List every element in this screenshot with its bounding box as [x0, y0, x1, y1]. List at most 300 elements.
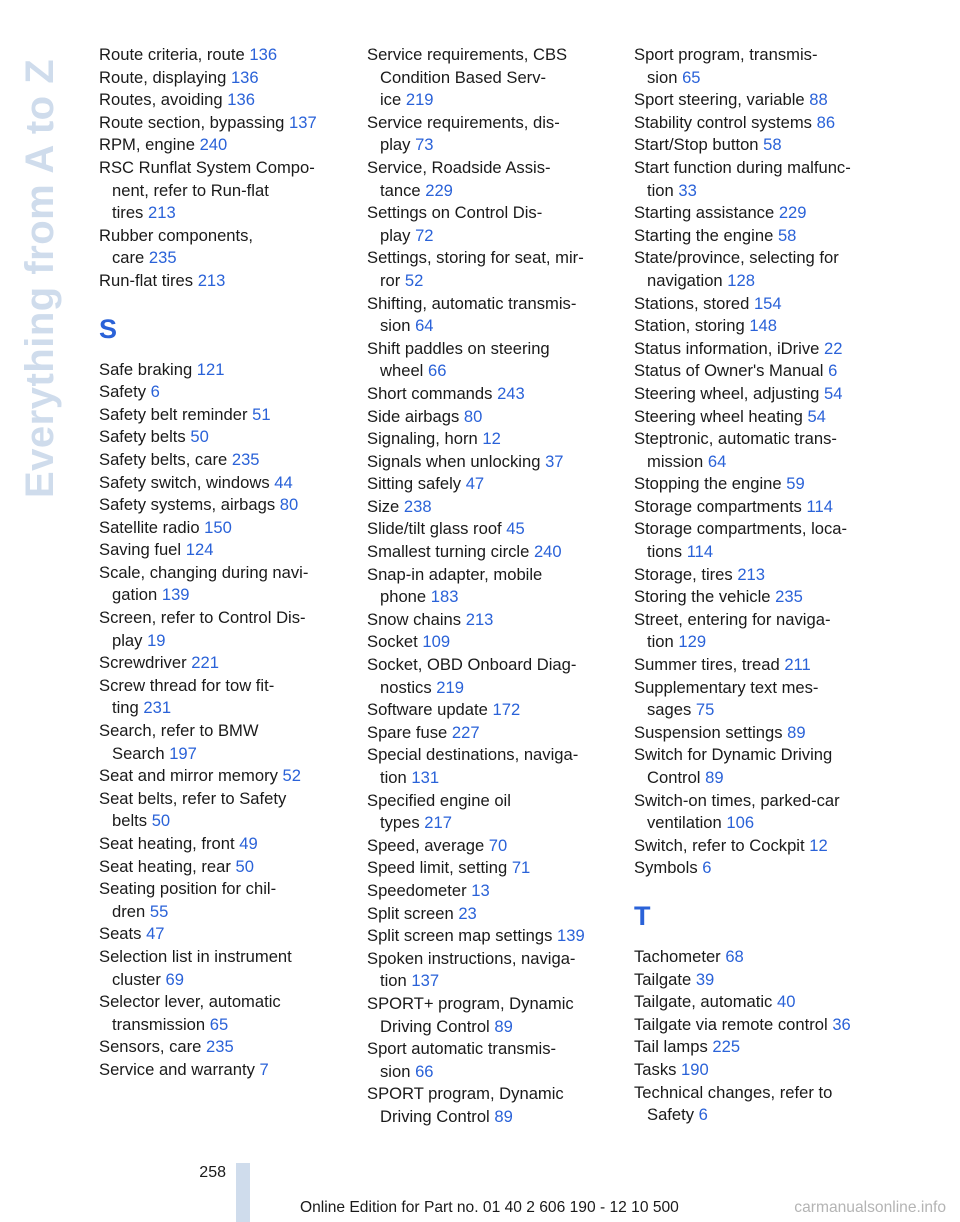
- page-link[interactable]: 139: [161, 585, 190, 605]
- index-entry: [634, 315, 892, 338]
- index-entry: [634, 157, 892, 202]
- index-entry: [99, 225, 357, 270]
- index-entry: [367, 654, 625, 699]
- page-link[interactable]: 139: [557, 926, 585, 946]
- entry-term: nent, refer to Run-flat: [112, 180, 269, 200]
- index-entry: [99, 112, 357, 135]
- page-link[interactable]: 66: [415, 1061, 434, 1081]
- index-entry: [367, 993, 625, 1038]
- page-link[interactable]: 54: [807, 406, 826, 426]
- page-link[interactable]: 137: [411, 971, 440, 991]
- index-entry: [634, 1082, 892, 1127]
- entry-term: tion: [647, 632, 674, 652]
- index-entry: [634, 586, 892, 609]
- entry-term: belts: [112, 811, 148, 831]
- entry-term: Run-flat tires: [99, 270, 194, 290]
- page-link[interactable]: 51: [252, 404, 271, 424]
- index-entry: [367, 518, 625, 541]
- index-entry: [634, 722, 892, 745]
- index-entry: [634, 496, 892, 519]
- entry-term: Stopping the engine: [634, 474, 782, 494]
- entry-term: Socket: [367, 632, 418, 652]
- page-link[interactable]: 88: [809, 90, 828, 110]
- page-link[interactable]: 129: [678, 632, 707, 652]
- index-entry: [99, 359, 357, 382]
- index-entry: [367, 1038, 625, 1083]
- page-link[interactable]: 235: [206, 1037, 234, 1057]
- page-link[interactable]: 114: [686, 542, 714, 562]
- index-entry: [634, 946, 892, 969]
- page-link[interactable]: 229: [425, 180, 453, 200]
- index-entry: [99, 381, 357, 404]
- entry-term: gation: [112, 585, 158, 605]
- section-letter-s: S: [99, 313, 118, 344]
- page-link[interactable]: 23: [458, 903, 477, 923]
- index-entry: [99, 134, 357, 157]
- entry-term: Starting the engine: [634, 225, 774, 245]
- entry-term: Search: [112, 743, 165, 763]
- index-entry: [634, 1014, 892, 1037]
- entry-term: Seat and mirror memory: [99, 766, 278, 786]
- entry-term: Storing the vehicle: [634, 587, 771, 607]
- page-link[interactable]: 50: [235, 856, 255, 876]
- index-entry: [99, 426, 357, 449]
- entry-term: Street, entering for naviga-: [634, 609, 831, 629]
- page-link[interactable]: 12: [482, 429, 501, 449]
- page-link[interactable]: 64: [415, 316, 434, 336]
- page-link[interactable]: 109: [422, 632, 451, 652]
- page-link[interactable]: 55: [149, 901, 169, 921]
- entry-term: Storage compartments: [634, 496, 802, 516]
- page-link[interactable]: 73: [415, 135, 434, 155]
- entry-term: Specified engine oil: [367, 790, 511, 810]
- page-link[interactable]: 37: [545, 451, 564, 471]
- page-link[interactable]: 58: [763, 135, 782, 155]
- page-link[interactable]: 52: [282, 766, 301, 786]
- page-link[interactable]: 47: [146, 924, 165, 944]
- index-entry: [367, 699, 625, 722]
- page-link[interactable]: 235: [775, 587, 803, 607]
- entry-term: Slide/tilt glass roof: [367, 519, 502, 539]
- page-link[interactable]: 39: [695, 969, 715, 989]
- page-link[interactable]: 7: [259, 1059, 269, 1079]
- page-link[interactable]: 6: [828, 361, 838, 381]
- entry-term: Routes, avoiding: [99, 90, 223, 110]
- entry-term: Speedometer: [367, 880, 467, 900]
- page-link[interactable]: 45: [506, 519, 525, 539]
- page-link[interactable]: 235: [148, 248, 177, 268]
- page-link[interactable]: 66: [427, 361, 447, 381]
- index-entry: [634, 225, 892, 248]
- page-link[interactable]: 131: [411, 768, 440, 787]
- index-entry: [367, 631, 625, 654]
- entry-term: Screwdriver: [99, 653, 187, 673]
- entry-term: Spoken instructions, naviga-: [367, 948, 576, 968]
- index-entry: [99, 44, 357, 67]
- watermark: carmanualsonline.info: [794, 1199, 946, 1216]
- entry-term: Tasks: [634, 1059, 677, 1079]
- index-entry: [634, 383, 892, 406]
- page-link[interactable]: 137: [289, 112, 317, 132]
- entry-term: Screw thread for tow fit-: [99, 675, 275, 695]
- index-column-2: [367, 44, 625, 1129]
- page-link[interactable]: 71: [511, 858, 531, 878]
- page-link[interactable]: 44: [274, 472, 293, 492]
- entry-term: Search, refer to BMW: [99, 721, 259, 741]
- index-entry: [367, 44, 625, 112]
- page-link[interactable]: 235: [231, 449, 260, 469]
- page-link[interactable]: 213: [737, 564, 765, 584]
- entry-term: Seats: [99, 924, 142, 944]
- page-link[interactable]: 75: [695, 700, 715, 720]
- index-entry: [367, 406, 625, 429]
- entry-term: Safety belt reminder: [99, 404, 248, 424]
- page-link[interactable]: 59: [786, 474, 805, 494]
- index-entry: [634, 744, 892, 789]
- page-link[interactable]: 54: [824, 383, 843, 403]
- entry-term: Safety switch, windows: [99, 472, 270, 492]
- page-link[interactable]: 40: [776, 992, 796, 1012]
- index-entry: [634, 44, 892, 89]
- entry-term: Sitting safely: [367, 474, 462, 494]
- index-entry: [634, 473, 892, 496]
- entry-term: Status of Owner's Manual: [634, 361, 824, 381]
- index-entry: [99, 472, 357, 495]
- entry-term: navigation: [647, 270, 723, 290]
- index-entry: [634, 293, 892, 316]
- entry-term: wheel: [380, 361, 424, 381]
- index-entry: [367, 496, 625, 519]
- entry-term: Settings, storing for seat, mir-: [367, 248, 584, 268]
- entry-term: Switch, refer to Cockpit: [634, 835, 805, 855]
- entry-term: types: [380, 813, 420, 833]
- index-entry: [367, 247, 625, 292]
- index-entry: [367, 790, 625, 835]
- entry-term: Safety belts, care: [99, 449, 228, 469]
- entry-term: Storage compartments, loca-: [634, 519, 848, 539]
- entry-term: Route, displaying: [99, 67, 227, 87]
- index-entry: [634, 247, 892, 292]
- entry-term: Seat heating, rear: [99, 856, 231, 876]
- page-link[interactable]: 154: [753, 293, 782, 313]
- entry-term: Tailgate, automatic: [634, 992, 773, 1012]
- entry-term: tions: [647, 542, 683, 562]
- entry-term: Condition Based Serv-: [380, 67, 547, 87]
- page-link[interactable]: 80: [463, 406, 483, 426]
- index-entry: [99, 1036, 357, 1059]
- page-link[interactable]: 219: [436, 677, 464, 697]
- index-entry: [99, 539, 357, 562]
- entry-term: transmission: [112, 1014, 206, 1034]
- entry-term: Steptronic, automatic trans-: [634, 429, 837, 449]
- page-link[interactable]: 213: [147, 203, 176, 223]
- entry-term: RSC Runflat System Compo-: [99, 157, 315, 177]
- page-link[interactable]: 80: [279, 495, 299, 515]
- entry-term: ice: [380, 90, 402, 110]
- entry-term: Shifting, automatic transmis-: [367, 293, 577, 313]
- index-entry: [99, 89, 357, 112]
- entry-term: Size: [367, 496, 400, 516]
- page-link[interactable]: 229: [778, 203, 807, 223]
- entry-term: Tachometer: [634, 946, 721, 966]
- index-entry: [367, 903, 625, 926]
- page-link[interactable]: 124: [185, 540, 214, 560]
- entry-term: Stations, stored: [634, 293, 750, 313]
- page-link[interactable]: 240: [199, 135, 228, 155]
- entry-term: Smallest turning circle: [367, 542, 530, 562]
- index-entry: [634, 1059, 892, 1082]
- page-link[interactable]: 50: [151, 811, 171, 831]
- index-entry: [367, 722, 625, 745]
- entry-term: ror: [380, 270, 401, 290]
- entry-term: mission: [647, 451, 704, 471]
- page-link[interactable]: 19: [147, 630, 166, 650]
- index-entry: [99, 270, 357, 293]
- entry-term: tires: [112, 203, 144, 223]
- page-link[interactable]: 197: [169, 743, 197, 763]
- entry-term: Supplementary text mes-: [634, 677, 819, 697]
- index-entry: [634, 857, 892, 880]
- entry-term: Driving Control: [380, 1016, 490, 1036]
- entry-term: Station, storing: [634, 316, 745, 336]
- index-entry: [634, 790, 892, 835]
- index-entry: [634, 1036, 892, 1059]
- entry-term: Driving Control: [380, 1106, 490, 1126]
- index-entry: [367, 948, 625, 993]
- entry-term: Service, Roadside Assis-: [367, 157, 551, 177]
- entry-term: Snow chains: [367, 609, 462, 629]
- entry-term: tion: [647, 180, 674, 200]
- index-entry: [99, 833, 357, 856]
- page-link[interactable]: 70: [488, 835, 508, 855]
- entry-term: Switch-on times, parked-car: [634, 790, 840, 810]
- page-link[interactable]: 219: [405, 90, 434, 110]
- page-link[interactable]: 89: [705, 768, 724, 787]
- index-entry: [367, 541, 625, 564]
- entry-term: Rubber components,: [99, 225, 254, 245]
- index-entry: [367, 112, 625, 157]
- page-link[interactable]: 47: [465, 474, 485, 494]
- page-link[interactable]: 89: [494, 1106, 513, 1126]
- page-link[interactable]: 6: [702, 858, 712, 878]
- page-link[interactable]: 12: [809, 835, 828, 855]
- entry-term: Switch for Dynamic Driving: [634, 745, 833, 765]
- page-link[interactable]: 213: [465, 609, 494, 629]
- index-entry: [634, 89, 892, 112]
- index-entry: [367, 744, 625, 789]
- index-entry: [634, 406, 892, 429]
- entry-term: Seat belts, refer to Safety: [99, 788, 287, 808]
- index-entry: [634, 969, 892, 992]
- page-link[interactable]: 6: [150, 382, 160, 402]
- entry-term: Technical changes, refer to: [634, 1082, 833, 1102]
- entry-term: ting: [112, 698, 139, 718]
- entry-term: sion: [380, 1061, 411, 1081]
- index-column-3: [634, 44, 892, 1127]
- page-link[interactable]: 86: [816, 112, 836, 132]
- entry-term: Stability control systems: [634, 112, 812, 132]
- entry-term: cluster: [112, 969, 161, 989]
- entry-term: Sport steering, variable: [634, 90, 805, 110]
- entry-term: Socket, OBD Onboard Diag-: [367, 655, 577, 675]
- index-entry: [99, 923, 357, 946]
- index-entry: [99, 67, 357, 90]
- page-link[interactable]: 6: [698, 1105, 708, 1125]
- entry-term: Signals when unlocking: [367, 451, 541, 471]
- index-entry: [367, 473, 625, 496]
- index-entry: [367, 609, 625, 632]
- page-link[interactable]: 221: [191, 653, 219, 673]
- entry-term: play: [380, 225, 411, 245]
- page-link[interactable]: 36: [832, 1014, 851, 1034]
- page-link[interactable]: 231: [143, 698, 172, 718]
- entry-term: Speed, average: [367, 835, 485, 855]
- page-link[interactable]: 136: [249, 45, 278, 64]
- index-entry: [99, 517, 357, 540]
- entry-term: tion: [380, 971, 407, 991]
- page-link[interactable]: 148: [749, 316, 777, 336]
- entry-term: Sensors, care: [99, 1037, 202, 1057]
- page-link[interactable]: 64: [707, 451, 727, 471]
- page-link[interactable]: 172: [492, 700, 521, 720]
- page-link[interactable]: 69: [165, 969, 184, 989]
- page-link[interactable]: 225: [712, 1037, 741, 1057]
- entry-term: State/province, selecting for: [634, 248, 839, 268]
- index-entry: [99, 788, 357, 833]
- entry-term: Service requirements, CBS: [367, 45, 568, 64]
- entry-term: care: [112, 248, 145, 268]
- entry-term: Spare fuse: [367, 722, 448, 742]
- index-entry: [634, 564, 892, 587]
- entry-term: Status information, iDrive: [634, 338, 820, 358]
- index-entry: [367, 857, 625, 880]
- page-link[interactable]: 211: [784, 655, 811, 675]
- page-link[interactable]: 89: [787, 722, 806, 742]
- index-entry: [99, 404, 357, 427]
- page-link[interactable]: 240: [533, 542, 562, 562]
- page-link[interactable]: 114: [806, 496, 833, 516]
- entry-term: Saving fuel: [99, 540, 182, 560]
- page-link[interactable]: 243: [497, 383, 525, 403]
- page-link[interactable]: 13: [471, 880, 490, 900]
- entry-term: Scale, changing during navi-: [99, 562, 309, 582]
- entry-term: Settings on Control Dis-: [367, 203, 543, 223]
- entry-term: Sport automatic transmis-: [367, 1039, 557, 1059]
- page-link[interactable]: 22: [824, 338, 843, 358]
- page-link[interactable]: 238: [403, 496, 432, 516]
- side-tab-label: Everything from A to Z: [18, 58, 62, 498]
- page-link[interactable]: 52: [404, 270, 424, 290]
- entry-term: Start function during malfunc-: [634, 157, 851, 177]
- entry-term: Shift paddles on steering: [367, 338, 550, 358]
- index-entry: [367, 835, 625, 858]
- index-entry: [367, 428, 625, 451]
- index-entry: [367, 157, 625, 202]
- entry-term: Steering wheel heating: [634, 406, 803, 426]
- index-entry: [99, 652, 357, 675]
- index-entry: [634, 338, 892, 361]
- page-link[interactable]: 227: [451, 722, 480, 742]
- index-entry: [634, 112, 892, 135]
- entry-term: Screen, refer to Control Dis-: [99, 608, 306, 628]
- page-link[interactable]: 136: [227, 90, 255, 110]
- entry-term: Storage, tires: [634, 564, 733, 584]
- entry-term: Tailgate via remote control: [634, 1014, 828, 1034]
- entry-term: Satellite radio: [99, 517, 200, 537]
- index-entry: [634, 677, 892, 722]
- entry-term: Snap-in adapter, mobile: [367, 564, 543, 584]
- index-entry: [367, 451, 625, 474]
- page-link[interactable]: 106: [726, 813, 755, 833]
- entry-term: Tailgate: [634, 969, 692, 989]
- entry-term: Sport program, transmis-: [634, 45, 818, 64]
- entry-term: sion: [380, 316, 411, 336]
- entry-term: phone: [380, 587, 427, 607]
- entry-term: Summer tires, tread: [634, 655, 780, 675]
- index-entry: [367, 293, 625, 338]
- entry-term: SPORT program, Dynamic: [367, 1084, 564, 1104]
- page-link[interactable]: 68: [725, 946, 744, 966]
- index-entry: [634, 360, 892, 383]
- index-column-1: [99, 44, 357, 1082]
- entry-term: Route criteria, route: [99, 45, 245, 64]
- page-link[interactable]: 190: [681, 1059, 709, 1079]
- index-entry: [367, 925, 625, 948]
- entry-term: sion: [647, 67, 678, 87]
- page-link[interactable]: 121: [196, 359, 225, 379]
- entry-term: Safety: [99, 382, 147, 402]
- entry-term: play: [112, 630, 143, 650]
- page-link[interactable]: 136: [230, 67, 259, 87]
- page-link[interactable]: 65: [209, 1014, 229, 1034]
- entry-term: Side airbags: [367, 406, 460, 426]
- entry-term: Safety: [647, 1105, 695, 1125]
- page-link[interactable]: 128: [727, 270, 755, 290]
- entry-term: Suspension settings: [634, 722, 783, 742]
- index-entry: [99, 878, 357, 923]
- entry-term: ventilation: [647, 813, 722, 833]
- entry-term: dren: [112, 901, 146, 921]
- page-link[interactable]: 72: [415, 225, 434, 245]
- entry-term: RPM, engine: [99, 135, 195, 155]
- page-link[interactable]: 49: [239, 834, 258, 853]
- index-entry: [634, 835, 892, 858]
- page-link[interactable]: 183: [430, 587, 459, 607]
- index-entry: [367, 880, 625, 903]
- index-entry: [99, 720, 357, 765]
- page-link[interactable]: 33: [678, 180, 697, 200]
- index-entry: [367, 202, 625, 247]
- index-entry: [99, 946, 357, 991]
- entry-term: Speed limit, setting: [367, 858, 508, 878]
- page-link[interactable]: 89: [494, 1016, 513, 1036]
- page-link[interactable]: 217: [424, 813, 452, 833]
- index-entry: [634, 654, 892, 677]
- entry-term: Tail lamps: [634, 1037, 708, 1057]
- page-link[interactable]: 213: [197, 270, 226, 290]
- index-entry: [634, 609, 892, 654]
- page-link[interactable]: 65: [682, 67, 701, 87]
- index-entry: [99, 157, 357, 225]
- page-link[interactable]: 58: [777, 225, 797, 245]
- entry-term: tion: [380, 768, 407, 787]
- index-entry: [367, 338, 625, 383]
- entry-term: Selector lever, automatic: [99, 992, 281, 1012]
- entry-term: Seating position for chil-: [99, 879, 277, 899]
- index-entry: [99, 675, 357, 720]
- page-link[interactable]: 50: [190, 427, 209, 447]
- page-link[interactable]: 150: [204, 517, 232, 537]
